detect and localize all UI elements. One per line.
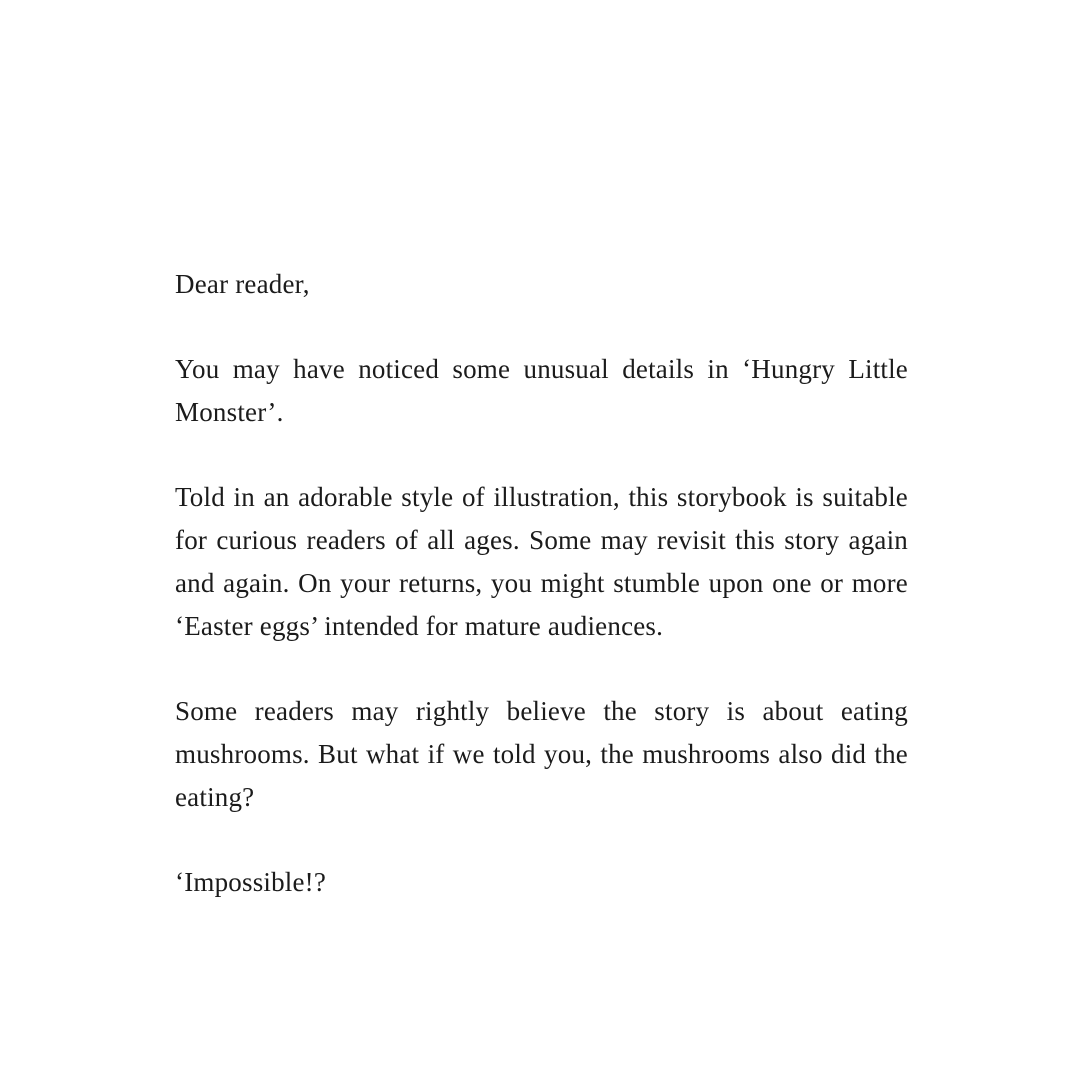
- letter-paragraph-intro: You may have noticed some unusual details in ‘Hungry Little Monster’.: [175, 354, 908, 427]
- letter-paragraph-description: Told in an adorable style of illustration, this storybook is suitable for curious readers of all ages. Some may revisit this story again and again. On your returns, you might stumble upon one or more ‘Easter eggs’ intended for mature audiences.: [175, 482, 908, 641]
- letter-paragraph-exclamation: ‘Impossible!?: [175, 867, 327, 897]
- letter-salutation: Dear reader,: [175, 269, 310, 299]
- letter-paragraph-twist: Some readers may rightly believe the story is about eating mushrooms. But what if we told you, the mushrooms also did the eating?: [175, 696, 908, 812]
- letter-page: [175, 263, 908, 904]
